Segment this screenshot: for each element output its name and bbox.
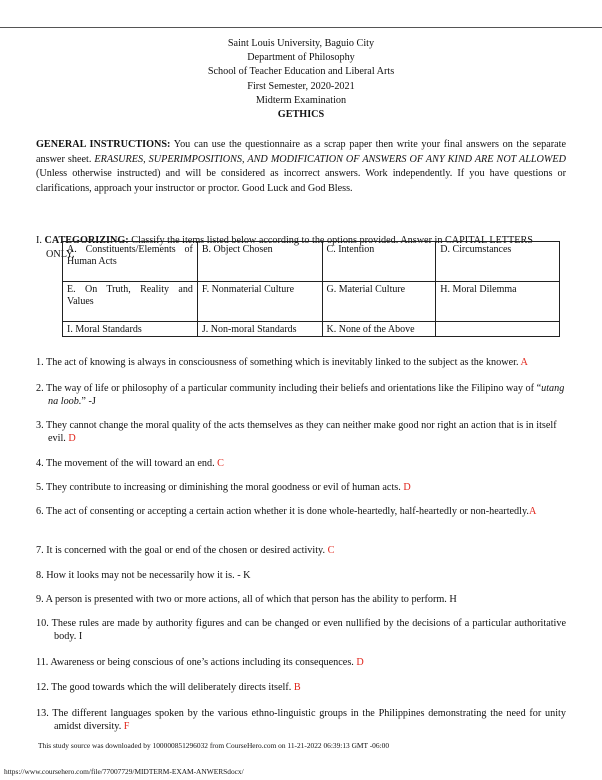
option-cell: K. None of the Above — [322, 322, 436, 337]
answer: D — [68, 433, 76, 445]
question-text: 9. A person is presented with two or more actions, all of which that person has the ability to perform. — [36, 594, 450, 605]
option-cell — [436, 322, 560, 337]
question-12 — [36, 681, 566, 694]
instructions-text-2: (Unless otherwise instructed) and will be considered as incorrect answers. Work independently. If you have questions or clarifications, approach your instructor or proctor. Good Luck and God Bless. — [36, 168, 566, 194]
answer: C — [217, 458, 224, 469]
question-text: 2. The way of life or philosophy of a particular community including their beliefs and orientations like the Filipino way of “ — [36, 383, 542, 394]
answer: F — [123, 721, 130, 733]
answer: - K — [237, 570, 251, 581]
section-number: I. — [36, 235, 42, 246]
question-text: ” — [81, 396, 89, 408]
option-cell: F. Nonmaterial Culture — [197, 282, 322, 322]
option-cell: A. Constituents/Elements of Human Acts — [63, 242, 198, 282]
question-7 — [36, 544, 566, 557]
top-divider — [0, 27, 602, 28]
semester: First Semester, 2020-2021 — [247, 80, 355, 92]
option-cell: C. Intention — [322, 242, 436, 282]
answer: -J — [88, 396, 96, 408]
question-text: 1. The act of knowing is always in consciousness of something which is inevitably linked to the subject as the knower. — [36, 357, 521, 368]
question-11 — [36, 656, 566, 669]
school-name: School of Teacher Education and Liberal Arts — [207, 66, 395, 78]
option-cell: G. Material Culture — [322, 282, 436, 322]
question-10 — [36, 617, 566, 644]
question-text: 6. The act of consenting or accepting a certain action whether it is done whole-heartedly, half-heartedly or non-heartedly. — [36, 506, 529, 517]
department-name: Department of Philosophy — [247, 52, 355, 64]
question-text: 8. How it looks may not be necessarily how it is. — [36, 570, 238, 581]
download-notice: This study source was downloaded by 100000851296032 from CourseHero.com on 11-21-2022 06:39:13 GMT -06:00 — [38, 741, 390, 750]
option-cell: J. Non-moral Standards — [197, 322, 322, 337]
question-text: 7. It is concerned with the goal or end of the chosen or desired activity. — [36, 545, 328, 556]
question-text: 10. These rules are made by authority figures and can be changed or even nullified by the decisions of a particular authoritative body. — [36, 618, 566, 643]
question-4 — [36, 457, 566, 470]
instructions-warning: ERASURES, SUPERIMPOSITIONS, AND MODIFICATION OF ANSWERS OF ANY KIND ARE NOT ALLOWED — [94, 153, 566, 165]
instructions-text-1: You can use the questionnaire as a scrap paper then write your final answers on the separate answer sheet. — [36, 139, 566, 165]
general-instructions — [36, 138, 566, 196]
question-text: 4. The movement of the will toward an end. — [36, 458, 218, 469]
question-2 — [36, 382, 566, 409]
option-cell: E. On Truth, Reality and Values — [63, 282, 198, 322]
option-cell: D. Circumstances — [436, 242, 560, 282]
question-text: 5. They contribute to increasing or diminishing the moral goodness or evil of human acts. — [36, 482, 404, 493]
answer: D — [356, 657, 364, 668]
question-13 — [36, 707, 566, 734]
question-text: 11. Awareness or being conscious of one’s actions including its consequences. — [36, 657, 357, 668]
question-text: 3. They cannot change the moral quality of the acts themselves as they can neither make good nor right an action that is in itself evil. — [36, 420, 557, 445]
question-italic: utang na loob. — [48, 383, 565, 408]
document-header — [0, 37, 602, 122]
answer: A — [520, 357, 528, 368]
question-1 — [36, 356, 566, 369]
option-cell: B. Object Chosen — [197, 242, 322, 282]
question-5 — [36, 481, 566, 494]
source-url[interactable]: https://www.coursehero.com/file/77007729/MIDTERM-EXAM-ANWERSdocx/ — [4, 767, 244, 776]
question-6 — [36, 505, 566, 518]
option-cell: I. Moral Standards — [63, 322, 198, 337]
exam-name: Midterm Examination — [255, 94, 347, 106]
answer: A — [528, 506, 537, 517]
answer: H — [449, 594, 457, 605]
section-text: Classify the items listed below according to the options provided. Answer in CAPITAL LETTERS — [128, 235, 533, 246]
instructions-label: GENERAL INSTRUCTIONS: — [36, 139, 171, 150]
answer: B — [293, 682, 301, 693]
answer: D — [403, 482, 411, 493]
question-8 — [36, 569, 566, 582]
question-3 — [36, 419, 566, 446]
answer: I — [78, 631, 83, 643]
university-name: Saint Louis University, Baguio City — [227, 38, 375, 49]
option-cell: H. Moral Dilemma — [436, 282, 560, 322]
answer: C — [327, 545, 335, 556]
options-table — [62, 241, 560, 337]
question-text: 12. The good towards which the will deliberately directs itself. — [36, 682, 294, 693]
section-text-cont: ONLY. — [46, 249, 75, 260]
course-title: GETHICS — [277, 109, 325, 121]
question-text: 13. The different languages spoken by the various ethno-linguistic groups in the Philippines demonstrating the need for unity amidst diversity. — [36, 708, 566, 733]
question-9 — [36, 593, 566, 606]
section-label: CATEGORIZING: — [44, 235, 129, 246]
